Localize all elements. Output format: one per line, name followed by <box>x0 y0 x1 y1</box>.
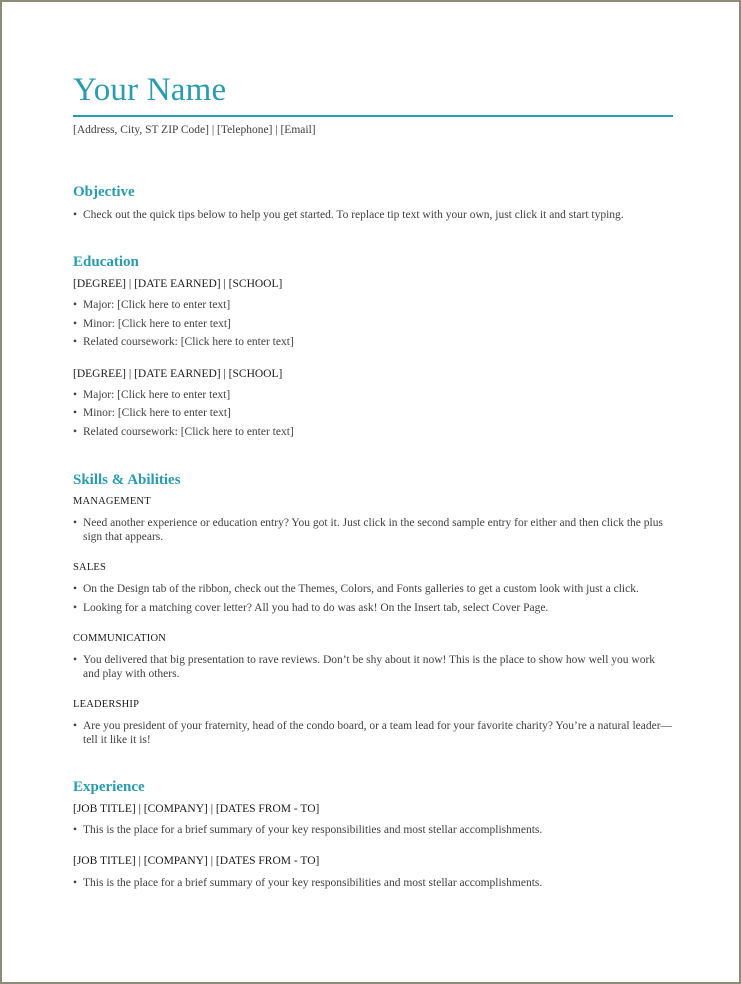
bullet-text: Looking for a matching cover letter? All you had to do was ask! On the Insert tab, select Cover Page. <box>83 602 549 614</box>
bullet-icon: • <box>73 426 78 438</box>
skill-bullet[interactable] <box>73 602 673 616</box>
bullet-text: Related coursework: [Click here to enter text] <box>83 426 294 438</box>
bullet-icon: • <box>73 583 78 595</box>
contact-info[interactable]: [Address, City, ST ZIP Code] | [Telephone] | [Email] <box>73 124 316 136</box>
bullet-text: This is the place for a brief summary of your key responsibilities and most stellar accomplishments. <box>83 877 543 889</box>
education-bullet[interactable] <box>73 407 673 421</box>
skill-bullet[interactable] <box>73 583 673 597</box>
skill-group-title[interactable]: MANAGEMENT <box>73 496 151 507</box>
education-bullet[interactable] <box>73 318 673 332</box>
bullet-icon: • <box>73 602 78 614</box>
education-entry-title[interactable]: [DEGREE] | [DATE EARNED] | [SCHOOL] <box>73 368 283 380</box>
bullet-text: Major: [Click here to enter text] <box>83 389 231 401</box>
experience-heading: Experience <box>73 779 145 795</box>
bullet-text: Need another experience or education entry? You got it. Just click in the second sample entry for either and then click the plus sign that appears. <box>83 517 663 543</box>
objective-bullet[interactable] <box>73 209 673 223</box>
skills-heading: Skills & Abilities <box>73 472 181 488</box>
header-divider <box>73 115 673 117</box>
experience-bullet[interactable] <box>73 824 673 838</box>
bullet-text: Related coursework: [Click here to enter text] <box>83 336 294 348</box>
bullet-text: Check out the quick tips below to help you get started. To replace tip text with your own, just click it and start typing. <box>83 209 624 221</box>
bullet-icon: • <box>73 318 78 330</box>
bullet-icon: • <box>73 877 78 889</box>
skill-bullet[interactable] <box>73 517 673 544</box>
bullet-icon: • <box>73 389 78 401</box>
skill-bullet[interactable] <box>73 654 673 681</box>
experience-entry-title[interactable]: [JOB TITLE] | [COMPANY] | [DATES FROM - TO] <box>73 803 320 815</box>
bullet-icon: • <box>73 654 78 666</box>
education-heading: Education <box>73 254 139 270</box>
bullet-icon: • <box>73 720 78 732</box>
education-bullet[interactable] <box>73 389 673 403</box>
bullet-text: On the Design tab of the ribbon, check out the Themes, Colors, and Fonts galleries to get a custom look with just a click. <box>83 583 639 595</box>
bullet-icon: • <box>73 209 78 221</box>
bullet-text: Are you president of your fraternity, head of the condo board, or a team lead for your favorite charity? You’re a natural leader—tell it like it is! <box>83 720 673 746</box>
bullet-text: Minor: [Click here to enter text] <box>83 407 231 419</box>
bullet-text: Minor: [Click here to enter text] <box>83 318 231 330</box>
experience-entry-title[interactable]: [JOB TITLE] | [COMPANY] | [DATES FROM - TO] <box>73 855 320 867</box>
bullet-icon: • <box>73 407 78 419</box>
skill-group-title[interactable]: COMMUNICATION <box>73 633 167 644</box>
skill-group-title[interactable]: LEADERSHIP <box>73 699 140 710</box>
bullet-text: You delivered that big presentation to rave reviews. Don’t be shy about it now! This is the place to show how well you work and play with others. <box>83 654 656 680</box>
resume-name[interactable]: Your Name <box>73 72 227 108</box>
bullet-text: Major: [Click here to enter text] <box>83 299 231 311</box>
bullet-icon: • <box>73 299 78 311</box>
education-bullet[interactable] <box>73 426 673 440</box>
bullet-icon: • <box>73 336 78 348</box>
skill-bullet[interactable] <box>73 720 673 747</box>
bullet-icon: • <box>73 517 78 529</box>
bullet-icon: • <box>73 824 78 836</box>
experience-bullet[interactable] <box>73 877 673 891</box>
education-bullet[interactable] <box>73 336 673 350</box>
skill-group-title[interactable]: SALES <box>73 562 107 573</box>
education-entry-title[interactable]: [DEGREE] | [DATE EARNED] | [SCHOOL] <box>73 278 283 290</box>
bullet-text: This is the place for a brief summary of your key responsibilities and most stellar accomplishments. <box>83 824 543 836</box>
objective-heading: Objective <box>73 184 135 200</box>
education-bullet[interactable] <box>73 299 673 313</box>
